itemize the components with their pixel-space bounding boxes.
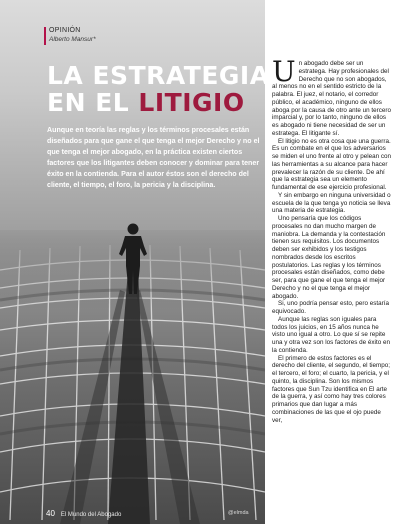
lead-paragraph: Aunque en teoría las reglas y los términos procesales están diseñados para que gane el que tenga el mejor Derecho y no el que tenga el mejor abogado, en la práctica existen ciertos factores que los litigantes deben conocer y dominar para tener éxito en la contienda. Para el autor éstos son el derecho del cliente, el tiempo, el foro, la pericia y la disciplina. (47, 126, 260, 189)
body-paragraph: El primero de estos factores es el derecho del cliente, el segundo, el tiempo; el tercero, el foro; el cuarto, la pericia, y el quinto, la disciplina. Son los mismos factores que Sun Tzu identifica en El arte de la guerra, y así como hay tres colores primarios que dan lugar a más combinaciones de las que el ojo puede ver, (272, 354, 390, 424)
title-line-1: LA ESTRATEGIA (47, 61, 270, 90)
body-paragraph: Aunque las reglas son iguales para todos los juicios, en 15 años nunca he visto uno igual a otro. Lo que sí se repite una y otra vez son los factores de éxito en la contienda. (272, 315, 390, 354)
page-number: 40 (46, 509, 55, 518)
standing-figure-illustration (116, 222, 150, 296)
drop-cap: U (272, 55, 296, 88)
title-line-2 (47, 89, 262, 116)
body-paragraph: El litigio no es otra cosa que una guerra. Es un combate en el que los adversarios se miden el uno frente al otro y pelean con las herramientas a su alcance para hacer prevalecer la razón de su cliente. De ahí que la estrategia sea un elemento fundamental de ese ejercicio profesional. (272, 137, 392, 191)
body-paragraph: Y sin embargo en ninguna universidad o escuela de la que tenga yo noticia se lleva una materia de estrategia. (272, 191, 391, 215)
title-accent-word: LITIGIO (138, 88, 245, 117)
article-title (47, 61, 270, 117)
magazine-name: El Mundo del Abogado (60, 512, 122, 518)
body-paragraph: Un abogado debe ser un estratega. Hay profesionales del Derecho que no son abogados, al menos no en el sentido estricto de la palabra. El juez, el notario, el corredor público, el académico, ninguno de ellos aboga por la causa de otro ante un tercero imparcial y, por lo tanto, ninguno de ellos es abogado ni tiene necesidad de ser un estratega. El litigante sí. (272, 55, 392, 137)
page-footer (46, 509, 121, 518)
body-paragraph: Si, uno podría pensar esto, pero estaría equivocado. (272, 300, 389, 315)
article-body (272, 55, 392, 424)
section-header (44, 26, 96, 45)
title-line-2-prefix: EN EL (47, 88, 139, 117)
social-handle: @elmda (228, 510, 249, 516)
section-label: OPINIÓN (49, 27, 81, 34)
section-accent-bar (44, 27, 46, 45)
body-paragraph: Uno pensaría que los códigos procesales no dan mucho margen de maniobra. La demanda y la contestación tienen sus requisitos. Los documentos deben ser exhibidos y los testigos nombrados desde los escritos postulatorios. Las reglas y los términos procesales están diseñados, como debe ser, para que gane el que tenga el mejor Derecho y no el que tenga el mejor abogado. (272, 215, 386, 300)
author-name: Alberto Mansur* (49, 36, 96, 43)
